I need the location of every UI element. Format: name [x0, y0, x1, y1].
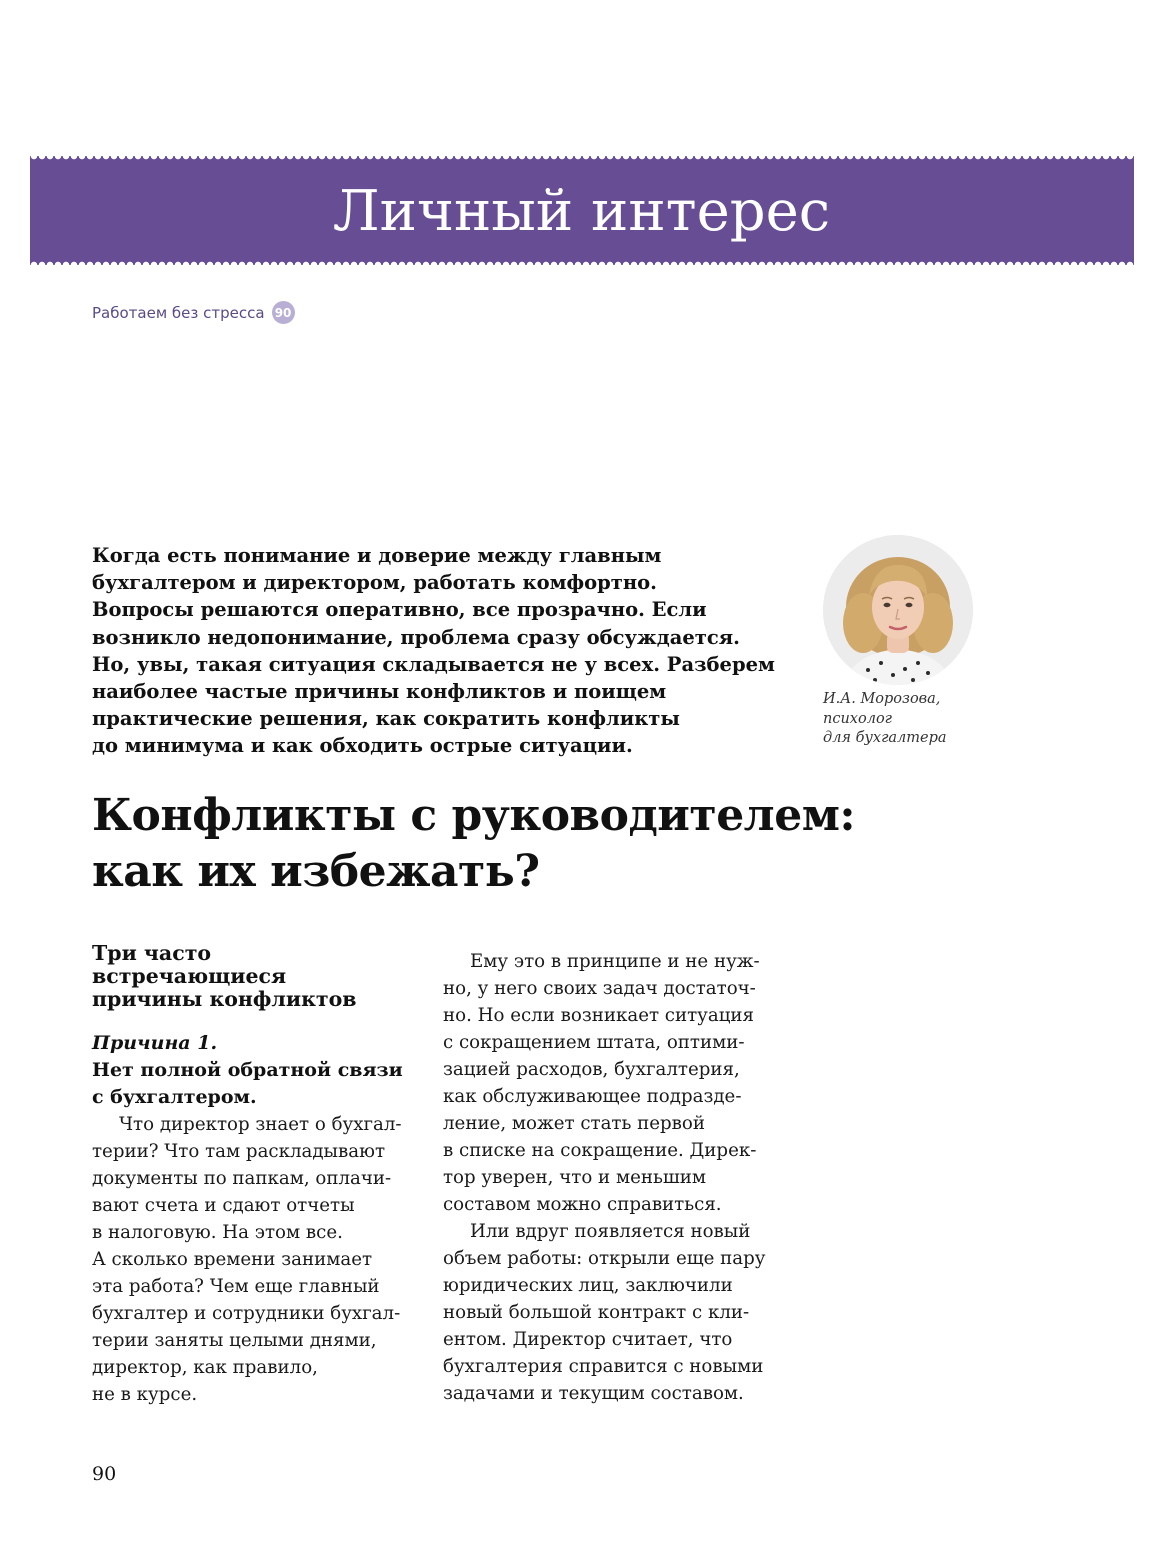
rubric-number-badge: 90	[272, 301, 295, 324]
body-line: терии? Что там раскладывают	[92, 1141, 386, 1162]
body-line: зацией расходов, бухгалтерия,	[443, 1059, 740, 1080]
body-line: директор, как правило,	[92, 1357, 318, 1378]
reason-heading	[92, 1030, 403, 1111]
body-line: ентом. Директор считает, что	[443, 1329, 733, 1350]
body-line: Что директор знает о бухгал-	[119, 1114, 402, 1135]
lead-line: возникло недопонимание, проблема сразу обсуждается.	[92, 625, 740, 649]
body-line: документы по папкам, оплачи-	[92, 1168, 392, 1189]
body-column-right	[443, 948, 765, 1407]
subhead-line: Три часто	[92, 941, 212, 965]
body-line: не в курсе.	[92, 1384, 198, 1405]
body-line: Или вдруг появляется новый	[470, 1221, 751, 1242]
body-line: бухгалтерия справится с новыми	[443, 1356, 764, 1377]
subhead-line: причины конфликтов	[92, 987, 357, 1011]
lead-line: Вопросы решаются оперативно, все прозрачно. Если	[92, 598, 707, 622]
body-line: юридических лиц, заключили	[443, 1275, 733, 1296]
body-line: как обслуживающее подразде-	[443, 1086, 742, 1107]
body-line: Ему это в принципе и не нуж-	[470, 951, 760, 972]
lead-line: Но, увы, такая ситуация складывается не у всех. Разберем	[92, 652, 775, 676]
lead-line: Когда есть понимание и доверие между главным	[92, 544, 662, 567]
author-caption	[823, 690, 947, 749]
author-name: И.А. Морозова,	[823, 691, 941, 707]
lead-paragraph	[92, 542, 792, 760]
body-line: ление, может стать первой	[443, 1113, 705, 1134]
reason-label: Причина 1.	[92, 1032, 218, 1054]
rubric-label: Работаем без стресса	[92, 303, 265, 322]
body-line: терии заняты целыми днями,	[92, 1330, 377, 1351]
lead-line: бухгалтером и директором, работать комфортно.	[92, 571, 657, 595]
body-line: составом можно справиться.	[443, 1194, 722, 1215]
author-portrait	[823, 535, 973, 685]
lead-line: практические решения, как сократить конфликты	[92, 707, 680, 731]
body-line: объем работы: открыли еще пару	[443, 1248, 766, 1269]
headline-line: Конфликты с руководителем:	[92, 790, 856, 841]
body-line: с сокращением штата, оптими-	[443, 1032, 745, 1053]
lead-line: до минимума и как обходить острые ситуации.	[92, 734, 633, 758]
body-column-left	[92, 1111, 402, 1408]
body-line: А сколько времени занимает	[92, 1249, 373, 1270]
body-line: новый большой контракт с кли-	[443, 1302, 750, 1323]
author-portrait-illustration	[823, 535, 973, 685]
page-number: 90	[92, 1463, 117, 1485]
body-line: но. Но если возникает ситуация	[443, 1005, 755, 1026]
author-org: для бухгалтера	[823, 730, 947, 746]
column-subheading	[92, 942, 357, 1011]
rubric	[92, 301, 295, 324]
body-line: но, у него своих задач достаточ-	[443, 978, 756, 999]
body-line: в налоговую. На этом все.	[92, 1222, 343, 1243]
lead-line: наиболее частые причины конфликтов и поищем	[92, 680, 667, 704]
section-title: Личный интерес	[332, 179, 831, 244]
body-line: бухгалтер и сотрудники бухгал-	[92, 1303, 401, 1324]
article-headline	[92, 788, 855, 900]
body-line: тор уверен, что и меньшим	[443, 1167, 707, 1188]
body-line: эта работа? Чем еще главный	[92, 1276, 380, 1297]
author-role: психолог	[823, 710, 892, 727]
body-line: задачами и текущим составом.	[443, 1383, 744, 1404]
reason-title-line: Нет полной обратной связи	[92, 1059, 403, 1081]
body-line: в списке на сокращение. Дирек-	[443, 1140, 757, 1161]
subhead-line: встречающиеся	[92, 964, 287, 988]
headline-line: как их избежать?	[92, 846, 540, 897]
reason-title-line: с бухгалтером.	[92, 1086, 257, 1108]
body-line: вают счета и сдают отчеты	[92, 1195, 355, 1216]
